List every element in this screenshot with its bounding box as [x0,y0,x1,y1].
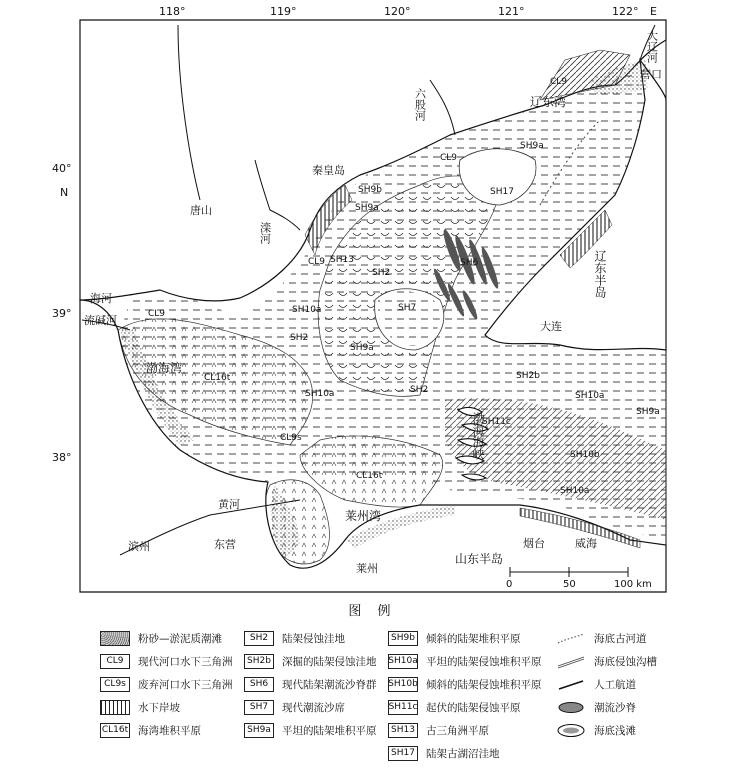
legend-swatch-channel [556,677,586,692]
legend-item [388,651,542,671]
legend-item [556,697,636,717]
legend-item [244,628,345,648]
unit-code: SH10a [292,305,322,315]
unit-code: SH7 [398,303,417,313]
legend-code: SH9a [244,723,274,738]
river-label: 黄河 [218,498,240,511]
city-label: 营口 [640,68,662,81]
unit-code: CL9s [280,433,302,443]
unit-code: SH17 [490,187,514,197]
legend-swatch-ridge [556,700,586,715]
unit-code: SH9a [350,343,374,353]
unit-code: CL16t [356,471,383,481]
unit-code: SH9a [636,407,660,417]
legend-code: CL9s [100,677,130,692]
city-label: 东营 [214,538,236,551]
legend-swatch-shoal [556,723,586,738]
river-label: 六股河 [413,88,427,121]
unit-code: SH10a [305,389,335,399]
land-label: 辽东半岛 [593,250,607,298]
legend-code: SH10b [388,677,418,692]
legend-item [388,674,542,694]
legend-item [100,628,222,648]
unit-code: SH9a [520,141,544,151]
unit-code: CL9 [550,77,568,87]
river-label: 滦河 [258,222,272,244]
legend-label: 海底古河道 [594,632,647,645]
unit-code: SH2b [516,371,540,381]
legend-label: 海底浅滩 [594,724,636,737]
legend-item [556,674,636,694]
legend-label: 古三角洲平原 [426,724,489,737]
legend-code: SH6 [244,677,274,692]
legend-label: 废弃河口水下三角洲 [138,678,233,691]
unit-code: SH9b [358,185,382,195]
river-label: 流碱河 [84,314,117,327]
legend-item [388,720,489,740]
river-label: 海河 [90,292,112,305]
legend-label: 起伏的陆架侵蚀平原 [426,701,521,714]
city-label: 烟台 [523,537,545,550]
legend-item [100,697,180,717]
legend-swatch-paleo-channel [556,631,586,646]
city-label: 威海 [575,537,597,550]
legend-label: 潮流沙脊 [594,701,636,714]
legend-code: SH2b [244,654,274,669]
legend-label: 水下岸坡 [138,701,180,714]
unit-code: SH9a [355,203,379,213]
unit-code: SH10a [575,391,605,401]
lon-tick: 119° [270,5,297,18]
legend-label: 倾斜的陆架堆积平原 [426,632,521,645]
legend-code: SH7 [244,700,274,715]
scale-tick: 100 km [614,579,652,590]
legend-code: CL16t [100,723,130,738]
legend-title: 图 例 [348,604,397,619]
legend-label: 陆架侵蚀洼地 [282,632,345,645]
lon-tick: 121° [498,5,525,18]
unit-code: CL16t [204,373,231,383]
water-label: 渤海海峡 [471,412,485,460]
north-mark: N [60,186,69,199]
city-label: 滨州 [128,540,150,553]
water-label: 莱州湾 [345,509,382,523]
lon-tick: 122° [612,5,639,18]
legend-code: SH17 [388,746,418,761]
legend-code: CL9 [100,654,130,669]
legend-label: 粉砂—淤泥质潮滩 [138,632,222,645]
legend-item [556,651,657,671]
scale-tick: 0 [506,579,513,590]
lat-tick: 39° [52,307,72,320]
city-label: 莱州 [356,562,378,575]
water-label: 辽东湾 [530,95,567,109]
legend-code: SH13 [388,723,418,738]
unit-code: SH10b [570,450,600,460]
legend-item [100,674,233,694]
legend-label: 现代潮流沙席 [282,701,345,714]
city-label: 秦皇岛 [312,164,345,177]
legend-label: 海底侵蚀沟槽 [594,655,657,668]
legend-item [100,720,201,740]
river-label: 大辽河 [645,30,659,63]
unit-code: SH2 [410,385,429,395]
legend-label: 现代陆架潮流沙脊群 [282,678,377,691]
legend-code: SH11c [388,700,418,715]
land-label: 山东半岛 [455,552,504,566]
unit-code: SH2 [372,268,391,278]
unit-code: SH11c [482,417,511,427]
unit-code: SH2 [290,333,309,343]
legend-code: SH9b [388,631,418,646]
legend-swatch-slope [100,700,130,715]
legend-label: 海湾堆积平原 [138,724,201,737]
legend-item [388,628,521,648]
legend-swatch-trough [556,654,586,669]
legend-item [244,720,377,740]
unit-code: SH6 [460,258,479,268]
legend-item [388,697,521,717]
legend-label: 现代河口水下三角洲 [138,655,233,668]
city-label: 大连 [540,320,562,333]
legend-item [244,674,377,694]
legend-label: 陆架古湖沼洼地 [426,747,500,760]
legend-code: SH10a [388,654,418,669]
legend-label: 深掘的陆架侵蚀洼地 [282,655,377,668]
legend-swatch-tidal-flat [100,631,130,646]
lon-tick: 118° [159,5,186,18]
legend-item [100,651,233,671]
city-label: 唐山 [190,204,212,217]
lat-tick: 38° [52,451,72,464]
lon-tick: 120° [384,5,411,18]
legend-item [244,697,345,717]
lat-tick: 40° [52,162,72,175]
scale-tick: 50 [563,579,576,590]
unit-code: SH10a [560,486,590,496]
legend-item [556,720,636,740]
legend-item [244,651,377,671]
legend-label: 倾斜的陆架侵蚀堆积平原 [426,678,542,691]
unit-code: CL9 [308,257,326,267]
legend-code: SH2 [244,631,274,646]
legend-item [556,628,647,648]
legend-item [388,743,500,763]
unit-code: SH13 [330,255,354,265]
east-mark: E [650,5,657,18]
unit-code: CL9 [440,153,458,163]
legend-label: 平坦的陆架侵蚀堆积平原 [426,655,542,668]
unit-code: CL9 [148,309,166,319]
water-label: 渤海湾 [146,361,183,375]
legend-label: 人工航道 [594,678,636,691]
legend-label: 平坦的陆架堆积平原 [282,724,377,737]
